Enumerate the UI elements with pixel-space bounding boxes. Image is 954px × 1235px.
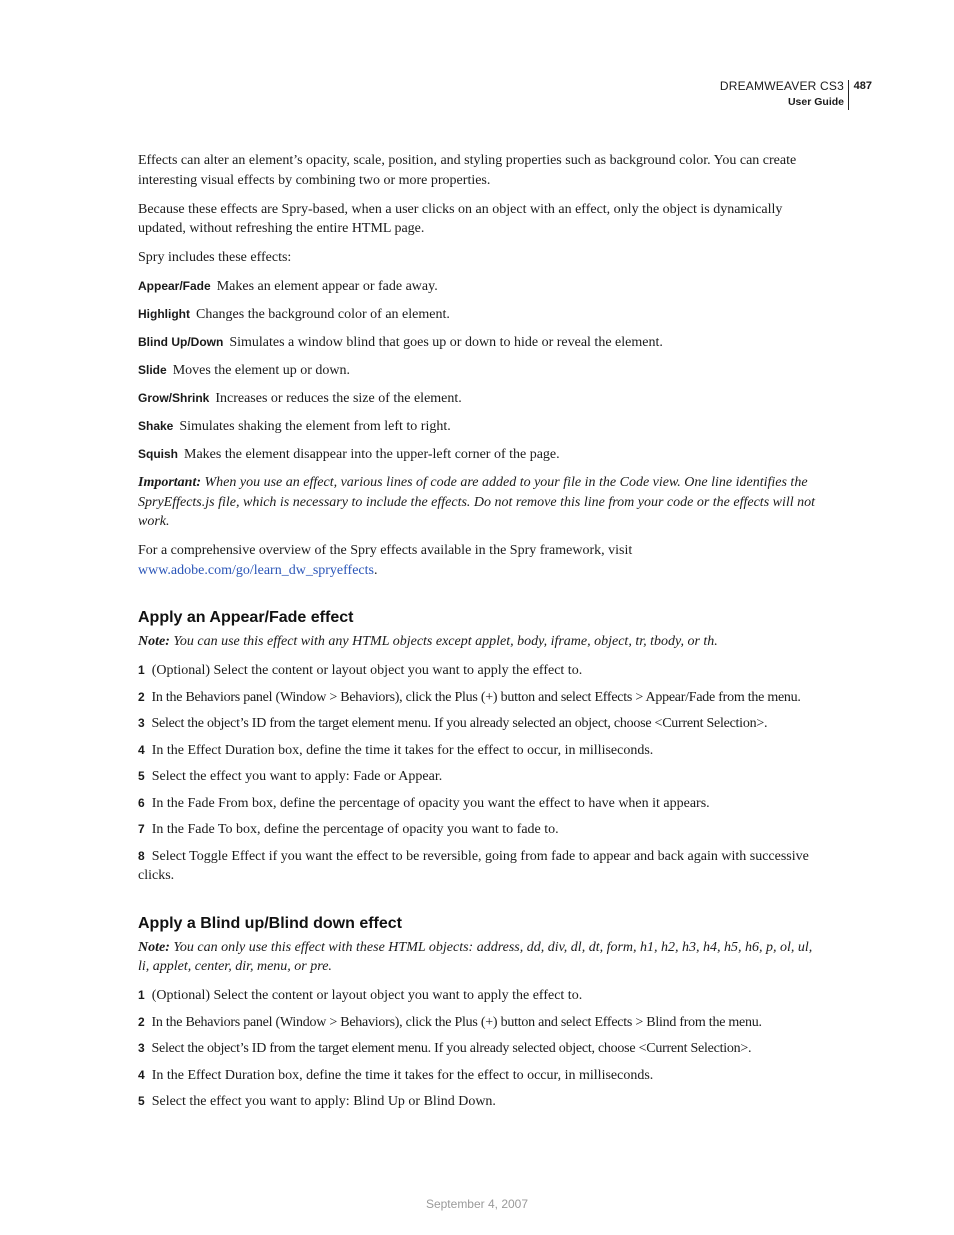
step-number: 4 [138,1067,145,1082]
step-item [138,986,818,1006]
step-number: 1 [138,663,145,677]
intro-paragraph-2: Because these effects are Spry-based, when a user clicks on an object with an effect, only the object is dynamically updated, without refreshing the entire HTML page. [138,201,783,236]
overview-text: For a comprehensive overview of the Spry effects available in the Spry framework, visit [138,543,633,558]
step-text: In the Behaviors panel (Window > Behaviors), click the Plus (+) button and select Effects > Blind from the menu. [151,1014,762,1030]
step-item [138,1092,818,1112]
page-number: 487 [853,80,872,92]
step-number: 2 [138,1014,145,1029]
effect-description: Simulates a window blind that goes up or down to hide or reveal the element. [229,335,663,350]
note-label: Note: [138,634,170,649]
effect-description: Simulates shaking the element from left to right. [179,419,451,434]
step-number: 7 [138,822,145,836]
step-item [138,714,818,734]
step-item [138,1066,818,1086]
spry-effects-link[interactable]: www.adobe.com/go/learn_dw_spryeffects [138,562,374,578]
footer-date: September 4, 2007 [425,1197,529,1211]
intro-paragraph-3: Spry includes these effects: [138,250,292,265]
important-note [138,473,818,532]
note-text: You can use this effect with any HTML objects except applet, body, iframe, object, tr, tbody, or th. [173,634,718,649]
effect-description: Moves the element up or down. [172,363,350,378]
section1-steps [138,661,818,886]
effect-term: Appear/Fade [138,279,211,293]
section-heading-blind: Apply a Blind up/Blind down effect [138,914,402,932]
effect-term: Squish [138,447,179,461]
step-text: In the Behaviors panel (Window > Behaviors), click the Plus (+) button and select Effects > Appear/Fade from the menu. [151,689,801,705]
step-item [138,1013,818,1033]
effect-term: Shake [138,419,174,433]
effect-term: Blind Up/Down [138,335,224,349]
overview-paragraph [138,541,818,580]
section-heading-appear-fade: Apply an Appear/Fade effect [138,609,354,626]
overview-period: . [373,562,378,578]
effect-item-appear-fade [138,277,818,297]
step-number: 3 [138,716,145,730]
effect-description: Makes the element disappear into the upper-left corner of the page. [184,447,560,462]
step-item [138,820,818,840]
step-text: In the Effect Duration box, define the time it takes for the effect to occur, in milliseconds. [151,1067,654,1083]
effect-item-highlight [138,305,818,325]
step-text: Select the effect you want to apply: Fade or Appear. [151,769,443,784]
step-number: 8 [138,848,145,863]
effect-item-grow-shrink [138,389,818,409]
step-text: (Optional) Select the content or layout object you want to apply the effect to. [151,663,583,678]
page-body [138,151,818,1119]
step-item [138,741,818,761]
step-number: 4 [138,742,145,757]
step-item [138,847,818,886]
effect-item-squish [138,445,818,465]
step-number: 5 [138,769,145,783]
step-text: Select the object’s ID from the target element menu. If you already selected an object, choose <Current Selection>. [151,716,768,731]
effect-term: Grow/Shrink [138,391,210,405]
header-product: DREAMWEAVER CS3 [719,79,844,93]
step-item [138,661,818,681]
step-text: In the Effect Duration box, define the time it takes for the effect to occur, in milliseconds. [151,742,654,758]
effect-description: Makes an element appear or fade away. [216,279,438,294]
header-guide: User Guide [787,96,844,108]
effect-term: Highlight [138,307,190,321]
section2-steps [138,986,818,1112]
step-item [138,767,818,787]
effect-item-slide [138,361,818,381]
step-number: 5 [138,1094,145,1108]
section2-note [138,938,818,977]
note-text: You can only use this effect with these HTML objects: address, dd, div, dl, dt, form, h1, h2, h3, h4, h5, h6, p, ol, ul, li, applet, center, dir, menu, or pre. [138,939,813,974]
step-number: 6 [138,795,145,810]
effect-description: Changes the background color of an element. [195,307,450,322]
section1-note [138,632,818,652]
effect-item-blind [138,333,818,353]
effect-item-shake [138,417,818,437]
header-title-block [720,78,844,110]
step-text: Select Toggle Effect if you want the effect to be reversible, going from fade to appear and back again with successive clicks. [138,848,809,883]
effects-list [138,277,818,465]
step-text: (Optional) Select the content or layout object you want to apply the effect to. [151,988,583,1003]
step-text: Select the effect you want to apply: Blind Up or Blind Down. [151,1094,496,1109]
step-item [138,794,818,814]
step-number: 2 [138,689,145,704]
step-text: In the Fade To box, define the percentage of opacity you want to fade to. [151,822,559,837]
step-item [138,688,818,708]
note-label: Note: [138,939,170,955]
effect-term: Slide [138,363,167,377]
important-text: When you use an effect, various lines of code are added to your file in the Code view. One line identifies the SpryEffects.js file, which is necessary to include the effects. Do not remove this line from your code or the effects will not work. [138,475,816,529]
important-label: Important: [138,475,202,490]
header-divider [848,80,849,110]
step-text: In the Fade From box, define the percentage of opacity you want the effect to have when it appears. [151,795,710,811]
step-number: 1 [138,988,145,1002]
step-item [138,1039,818,1059]
step-text: Select the object’s ID from the target element menu. If you already selected object, choose <Current Selection>. [151,1041,752,1056]
intro-paragraph-1: Effects can alter an element’s opacity, scale, position, and styling properties such as background color. You can create interesting visual effects by combining two or more properties. [138,153,797,188]
effect-description: Increases or reduces the size of the element. [215,391,462,406]
step-number: 3 [138,1041,145,1055]
